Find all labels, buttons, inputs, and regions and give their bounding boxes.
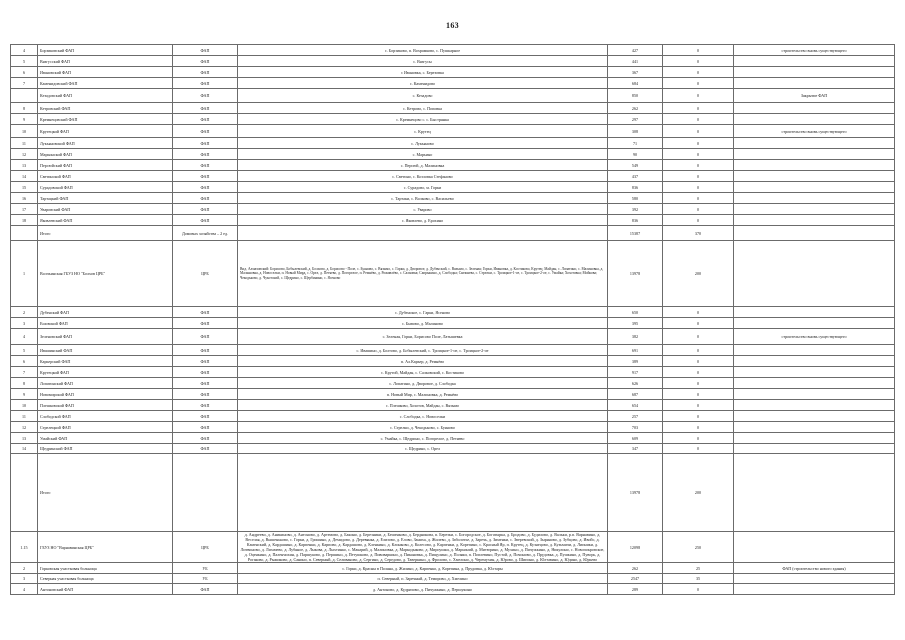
- note: строительство вновь существующего: [734, 125, 895, 138]
- facility-name: Стрелецкий ФАП: [38, 422, 173, 433]
- note: [734, 378, 895, 389]
- population-value: 437: [608, 171, 663, 182]
- settlements: п. Новый Мир, с. Малиновка, д. Ремнёво: [238, 389, 608, 400]
- facility-name: Лукьяновский ФАП: [38, 138, 173, 149]
- table-row: [11, 226, 895, 241]
- facility-type: ФАП: [173, 103, 238, 114]
- row-number: 1: [11, 241, 38, 307]
- population-value: 427: [608, 45, 663, 56]
- facility-name: Светинский ФАП: [38, 171, 173, 182]
- facility-name: Новомирский ФАП: [38, 389, 173, 400]
- facility-name: Ивановский ФАП: [38, 67, 173, 78]
- capacity-value: 25: [663, 563, 734, 574]
- table-row: [11, 411, 895, 422]
- note: [734, 574, 895, 584]
- capacity-value: 0: [663, 444, 734, 454]
- table-row: [11, 241, 895, 307]
- note: [734, 114, 895, 125]
- capacity-value: 35: [663, 574, 734, 584]
- capacity-value: 0: [663, 389, 734, 400]
- population-value: 389: [608, 356, 663, 367]
- facility-type: ФАП: [173, 215, 238, 226]
- settlements: с. Вязгусы: [238, 56, 608, 67]
- note: [734, 356, 895, 367]
- settlements: с. Персюй, д. Малиновка: [238, 160, 608, 171]
- population-value: 850: [608, 89, 663, 103]
- row-number: 13: [11, 160, 38, 171]
- settlements: д. Антоново, д. Кудрячово, д. Пичужкино, д. Першукино: [238, 584, 608, 595]
- facility-type: ФАП: [173, 422, 238, 433]
- table-row: [11, 367, 895, 378]
- note: строительство вновь существующего: [734, 45, 895, 56]
- settlements: с. Умайка, с. Щедрино, с. Погорелое, д. Петяево: [238, 433, 608, 444]
- capacity-value: 200: [663, 241, 734, 307]
- facility-type: ФАП: [173, 182, 238, 193]
- settlements: п. Ал.Карьер, д. Ремнёво: [238, 356, 608, 367]
- note: [734, 433, 895, 444]
- population-value: 2547: [608, 574, 663, 584]
- note: [734, 204, 895, 215]
- facility-name: Сурадовский ФАП: [38, 182, 173, 193]
- population-value: 367: [608, 67, 663, 78]
- population-value: 609: [608, 433, 663, 444]
- row-number: 8: [11, 103, 38, 114]
- row-number: 5: [11, 56, 38, 67]
- settlements: Вид. Алмазовский: Борисово, Бобылевский, д. Болхово, д. Борисово - Поле, с. Буяново, с. Вязымо, с. Гарки, д. Дворовое, д. Дубенский, с. Вязымо, с. Зеленая; Горки, Ивановка, д. Костиково, Крутец; Майдан, с. Лопатино, с. Малиновка, д. Малыновка, д. Новоселки, п. Новый Мирд, с. Орел, д. Петяево, д. Погорелое, п. Ремнёво, д. Роживлёво, с. Салковка; Сапрыкино, д. Слободка; Снежнева, с. Стрелки, с. Троицкое-1-ое, с. Троицкое-2-ое, с. Умайка; Хохотовка; Мойкова; Чекодьково, д. Чукотский, с. Щедрино, с. Щербинино, с. Ясеново: [238, 241, 608, 307]
- facility-name: Уваровский ФАП: [38, 204, 173, 215]
- facility-type: ФАП: [173, 67, 238, 78]
- settlements: с. Яковлево, д. Ерохино: [238, 215, 608, 226]
- row-number: 8: [11, 378, 38, 389]
- table-row: [11, 574, 895, 584]
- facility-type: ФАП: [173, 56, 238, 67]
- settlements: с. Лопатино, д. Дворовое, д. Слободка: [238, 378, 608, 389]
- facility-name: Волчьинская ГБУЗ НО "Болхов ЦРБ": [38, 241, 173, 307]
- facility-name: Каменидовский ФАП: [38, 78, 173, 89]
- population-value: 347: [608, 444, 663, 454]
- facility-type: ФАП: [173, 89, 238, 103]
- facility-type: ФАП: [173, 318, 238, 329]
- table-row: [11, 584, 895, 595]
- row-number: 9: [11, 114, 38, 125]
- population-value: 654: [608, 400, 663, 411]
- population-value: 90: [608, 149, 663, 160]
- capacity-value: 0: [663, 45, 734, 56]
- table-row: [11, 433, 895, 444]
- facility-name: Дубенский ФАП: [38, 307, 173, 318]
- settlements: с. Дубенское, с. Гарки, Ясеново: [238, 307, 608, 318]
- settlements: [238, 454, 608, 532]
- facility-name: ГБУЗ НО "Варнавинская ЦРБ": [38, 532, 173, 563]
- settlements: с. Кезадово: [238, 89, 608, 103]
- row-number: 15: [11, 182, 38, 193]
- population-value: 836: [608, 215, 663, 226]
- facility-name: Ивашинский ФАП: [38, 345, 173, 356]
- page-number: 163: [446, 21, 459, 30]
- note: [734, 389, 895, 400]
- note: [734, 454, 895, 532]
- row-number: 11: [11, 411, 38, 422]
- table-row: [11, 193, 895, 204]
- population-value: 262: [608, 563, 663, 574]
- table-row: [11, 389, 895, 400]
- capacity-value: 0: [663, 204, 734, 215]
- note: [734, 584, 895, 595]
- note: [734, 56, 895, 67]
- facility-name: Антоновский ФАП: [38, 584, 173, 595]
- note: [734, 400, 895, 411]
- facility-name: Крутецкий ФАП: [38, 125, 173, 138]
- capacity-value: 0: [663, 318, 734, 329]
- table-row: [11, 182, 895, 193]
- facility-type: ФАП: [173, 329, 238, 345]
- table-row: [11, 318, 895, 329]
- table-row: [11, 89, 895, 103]
- facility-type: ФАП: [173, 444, 238, 454]
- note: [734, 318, 895, 329]
- settlements: с. Сурадово, м. Горки: [238, 182, 608, 193]
- note: [734, 422, 895, 433]
- facility-name: Персюйский ФАП: [38, 160, 173, 171]
- facility-type: Домовых хозяйства – 2 ед.: [173, 226, 238, 241]
- population-value: 257: [608, 411, 663, 422]
- facility-name: Кремнецовский ФАП: [38, 114, 173, 125]
- note: [734, 67, 895, 78]
- table-row: [11, 563, 895, 574]
- facility-type: ФАП: [173, 125, 238, 138]
- facility-name: Крутецкий ФАП: [38, 367, 173, 378]
- facility-name: Северная участковая больница: [38, 574, 173, 584]
- note: [734, 103, 895, 114]
- table-row: [11, 422, 895, 433]
- facility-type: ФАП: [173, 171, 238, 182]
- note: ФАП (строительство нового здания): [734, 563, 895, 574]
- capacity-value: 0: [663, 149, 734, 160]
- capacity-value: 0: [663, 400, 734, 411]
- population-value: 395: [608, 318, 663, 329]
- row-number: 11: [11, 138, 38, 149]
- row-number: 5: [11, 345, 38, 356]
- facility-type: ФАП: [173, 149, 238, 160]
- note: [734, 241, 895, 307]
- note: [734, 182, 895, 193]
- facility-type: ЦРБ: [173, 532, 238, 563]
- settlements: с. Ивашино, д. Болтово, д. Бобылевский, с. Троицкое-1-ое, с. Троицкое-2-ое: [238, 345, 608, 356]
- row-number: 7: [11, 78, 38, 89]
- capacity-value: 0: [663, 171, 734, 182]
- settlements: с. Зеленая, Горки, Борисово Поле, Латышевка: [238, 329, 608, 345]
- capacity-value: 200: [663, 454, 734, 532]
- capacity-value: 0: [663, 89, 734, 103]
- note: [734, 345, 895, 356]
- settlements: с. Тартаки, с. Волково, с. Васильево: [238, 193, 608, 204]
- table-row: [11, 454, 895, 532]
- note: [734, 78, 895, 89]
- capacity-value: 0: [663, 138, 734, 149]
- row-number: 16: [11, 193, 38, 204]
- capacity-value: 0: [663, 307, 734, 318]
- population-value: 71: [608, 138, 663, 149]
- capacity-value: 0: [663, 367, 734, 378]
- row-number: 10: [11, 400, 38, 411]
- note: [734, 160, 895, 171]
- settlements: с Ивановка, с. Березовка: [238, 67, 608, 78]
- capacity-value: 0: [663, 160, 734, 171]
- facility-type: ЦРБ: [173, 241, 238, 307]
- facility-type: ФАП: [173, 204, 238, 215]
- population-value: 549: [608, 160, 663, 171]
- facility-type: УБ: [173, 563, 238, 574]
- table-row: [11, 204, 895, 215]
- facility-type: ФАП: [173, 584, 238, 595]
- facility-name: Тартацкий ФАП: [38, 193, 173, 204]
- row-number: 14: [11, 444, 38, 454]
- facility-name: Итого: [38, 226, 173, 241]
- capacity-value: 0: [663, 422, 734, 433]
- row-number: 7: [11, 367, 38, 378]
- note: Закрытие ФАП: [734, 89, 895, 103]
- settlements: с. Плешково, Хохотов, Майдан, с. Вязымо: [238, 400, 608, 411]
- note: [734, 532, 895, 563]
- facility-type: ФАП: [173, 114, 238, 125]
- population-value: 703: [608, 422, 663, 433]
- capacity-value: 250: [663, 532, 734, 563]
- facility-type: [173, 454, 238, 532]
- settlements: с. Бывово, д. Малиново: [238, 318, 608, 329]
- facility-name: Умайский ФАП: [38, 433, 173, 444]
- row-number: 1.15: [11, 532, 38, 563]
- population-value: 13978: [608, 454, 663, 532]
- table-row: [11, 160, 895, 171]
- settlements: с. Горки, д. Красны в Поляна, д. Жилино, д. Карпенко, д. Корепина, д. Прудовка, д. Юлтары: [238, 563, 608, 574]
- note: [734, 215, 895, 226]
- population-value: 12098: [608, 532, 663, 563]
- settlements: с. Кремнецово с. с. Быстрянка: [238, 114, 608, 125]
- row-number: 12: [11, 149, 38, 160]
- facility-name: Яковлевский ФАП: [38, 215, 173, 226]
- table-row: [11, 329, 895, 345]
- note: [734, 307, 895, 318]
- table-row: [11, 138, 895, 149]
- table-row: [11, 103, 895, 114]
- facilities-table: [10, 44, 895, 595]
- settlements: с. Кетрово, с. Поповка: [238, 103, 608, 114]
- facility-name: Плешковский ФАП: [38, 400, 173, 411]
- table-row: [11, 171, 895, 182]
- facility-name: Зеленовский ФАП: [38, 329, 173, 345]
- population-value: 13978: [608, 241, 663, 307]
- capacity-value: 0: [663, 215, 734, 226]
- facility-name: Итого: [38, 454, 173, 532]
- population-value: 382: [608, 329, 663, 345]
- table-row: [11, 125, 895, 138]
- facility-type: ФАП: [173, 345, 238, 356]
- facility-type: ФАП: [173, 78, 238, 89]
- facility-name: Щедринский ФАП: [38, 444, 173, 454]
- population-value: 684: [608, 78, 663, 89]
- facility-type: ФАП: [173, 160, 238, 171]
- capacity-value: 0: [663, 56, 734, 67]
- row-number: 4: [11, 584, 38, 595]
- note: [734, 138, 895, 149]
- facility-type: ФАП: [173, 193, 238, 204]
- settlements: с. Каменидово: [238, 78, 608, 89]
- row-number: 2: [11, 563, 38, 574]
- capacity-value: 0: [663, 67, 734, 78]
- row-number: 6: [11, 356, 38, 367]
- note: [734, 444, 895, 454]
- facility-name: Горковская участковая больница: [38, 563, 173, 574]
- capacity-value: 0: [663, 433, 734, 444]
- population-value: 687: [608, 389, 663, 400]
- settlements: с. Слободка, с. Новоселки: [238, 411, 608, 422]
- capacity-value: 0: [663, 125, 734, 138]
- row-number: 14: [11, 171, 38, 182]
- settlements: с. Марьино: [238, 149, 608, 160]
- table-row: [11, 444, 895, 454]
- row-number: 13: [11, 433, 38, 444]
- note: [734, 367, 895, 378]
- capacity-value: 0: [663, 78, 734, 89]
- population-value: 392: [608, 204, 663, 215]
- facility-type: ФАП: [173, 389, 238, 400]
- settlements: с. Светино, с. Козловка Стефаново: [238, 171, 608, 182]
- row-number: 17: [11, 204, 38, 215]
- facility-name: Борзиковский ФАП: [38, 45, 173, 56]
- facility-type: УБ: [173, 574, 238, 584]
- table-row: [11, 345, 895, 356]
- table-row: [11, 67, 895, 78]
- facility-type: ФАП: [173, 45, 238, 56]
- population-value: 297: [608, 114, 663, 125]
- population-value: 580: [608, 193, 663, 204]
- table-row: [11, 215, 895, 226]
- table-row: [11, 45, 895, 56]
- facility-name: Кезадовский ФАП: [38, 89, 173, 103]
- population-value: 626: [608, 378, 663, 389]
- settlements: с. Уварово: [238, 204, 608, 215]
- note: [734, 149, 895, 160]
- facility-type: ФАП: [173, 356, 238, 367]
- facility-type: ФАП: [173, 378, 238, 389]
- facility-name: Ешовский ФАП: [38, 318, 173, 329]
- row-number: 3: [11, 574, 38, 584]
- settlements: с. Стрелки, д. Чекодьково, с. Буяново: [238, 422, 608, 433]
- table-row: [11, 400, 895, 411]
- capacity-value: 0: [663, 193, 734, 204]
- population-value: 289: [608, 584, 663, 595]
- settlements: с. Лукьяново: [238, 138, 608, 149]
- settlements: [238, 226, 608, 241]
- row-number: 4: [11, 329, 38, 345]
- settlements: с. Крутец: [238, 125, 608, 138]
- capacity-value: 0: [663, 182, 734, 193]
- capacity-value: 0: [663, 345, 734, 356]
- facility-name: Лопатинский ФАП: [38, 378, 173, 389]
- row-number: 12: [11, 422, 38, 433]
- settlements: д. Андреево, д. Аникиново, д. Антоново, д. Артемово, д. Бакино, д. Березники, д. Бешенково, д. Бердникова, п. Березки, с. Богородское, д. Богатырка, д. Бродово, д. Будилово, д. Вальки, р.п. Варнавино, д. Веселая, д. Вышеньково, с. Горки, д. Гришино, д. Демидово, д. Деревянка, д. Елизово, д. Елово, Заниха, д. Жилево, д. Заболотье, д. Заречь, д. Зименки, с. Зверевский, д. Зыряново, д. Зубцово, д. Ивойс, д. Каменский, д. Кардашино, д. Карпенки, д. Карпово, д. Кардашово, д. Кленкино, д. Клинково, д. Колесово, д. Карпенки, д. Корепино, с. Красный Яр, п. Крутец, д. Кузнецово, д. Кузьмичи, д. Липники, д. Литвиново, д. Лихачево, д. Лубяное, д. Лыкова, д. Лыхтинко, с. Макарий, д. Малиновка, д. Маркодыково, д. Мироушки, д. Марьиний, д. Митюрино, д. Мухино, д. Пичужкино, д. Никулино, с. Новопокровское, д. Оценкино, д. Паленчихин, д. Паршуково, д. Першино, д. Петушково, д. Пивоваркино, д. Пикановка, д. Пищулино, д. Поляки, п. Поплевино, Пустой, д. Починово, д. Прудовка, д. Пушкино, д. Пуворь, д. Рогаково, д. Рыжиково, д. Санино, п. Северный, д. Селиваново, д. Сергино, д. Середово, д. Таверкино, д. Фролово, с. Хмелино, д. Черемухин, д. Юрово, д. Шипино, д. Юлтавино, д. Юдино, д. Юрьево: [238, 532, 608, 563]
- capacity-value: 370: [663, 226, 734, 241]
- capacity-value: 0: [663, 114, 734, 125]
- row-number: [11, 454, 38, 532]
- facility-type: ФАП: [173, 400, 238, 411]
- table-row: [11, 532, 895, 563]
- facility-type: ФАП: [173, 411, 238, 422]
- table-row: [11, 78, 895, 89]
- facility-name: Слободской ФАП: [38, 411, 173, 422]
- population-value: 650: [608, 307, 663, 318]
- row-number: 9: [11, 389, 38, 400]
- population-value: 836: [608, 182, 663, 193]
- settlements: с. Борзиково, п. Вохрамково, с. Пушкарное: [238, 45, 608, 56]
- table-row: [11, 356, 895, 367]
- capacity-value: 0: [663, 378, 734, 389]
- table-row: [11, 149, 895, 160]
- population-value: 15387: [608, 226, 663, 241]
- row-number: [11, 89, 38, 103]
- facility-type: ФАП: [173, 367, 238, 378]
- population-value: 308: [608, 125, 663, 138]
- settlements: п. Северный, п. Заречный, д. Темирово, д. Хмелино: [238, 574, 608, 584]
- population-value: 262: [608, 103, 663, 114]
- note: [734, 226, 895, 241]
- capacity-value: 0: [663, 584, 734, 595]
- row-number: 10: [11, 125, 38, 138]
- row-number: 2: [11, 307, 38, 318]
- facility-name: Вязгусский ФАП: [38, 56, 173, 67]
- row-number: 18: [11, 215, 38, 226]
- note: [734, 411, 895, 422]
- row-number: 3: [11, 318, 38, 329]
- population-value: 691: [608, 345, 663, 356]
- capacity-value: 0: [663, 356, 734, 367]
- facility-type: ФАП: [173, 433, 238, 444]
- settlements: с. Крутой, Майдан, с. Салковский, с. Костиково: [238, 367, 608, 378]
- table-row: [11, 56, 895, 67]
- facility-name: Марьинский ФАП: [38, 149, 173, 160]
- facility-name: Карьерский ФАП: [38, 356, 173, 367]
- table-row: [11, 307, 895, 318]
- settlements: с. Щедрино, с. Орел: [238, 444, 608, 454]
- facility-name: Кетровский ФАП: [38, 103, 173, 114]
- facility-type: ФАП: [173, 138, 238, 149]
- note: строительство вновь существующего: [734, 329, 895, 345]
- facility-type: ФАП: [173, 307, 238, 318]
- capacity-value: 0: [663, 103, 734, 114]
- table-row: [11, 114, 895, 125]
- population-value: 441: [608, 56, 663, 67]
- population-value: 917: [608, 367, 663, 378]
- row-number: 6: [11, 67, 38, 78]
- capacity-value: 0: [663, 329, 734, 345]
- note: [734, 171, 895, 182]
- note: [734, 193, 895, 204]
- row-number: [11, 226, 38, 241]
- row-number: 4: [11, 45, 38, 56]
- capacity-value: 0: [663, 411, 734, 422]
- table-row: [11, 378, 895, 389]
